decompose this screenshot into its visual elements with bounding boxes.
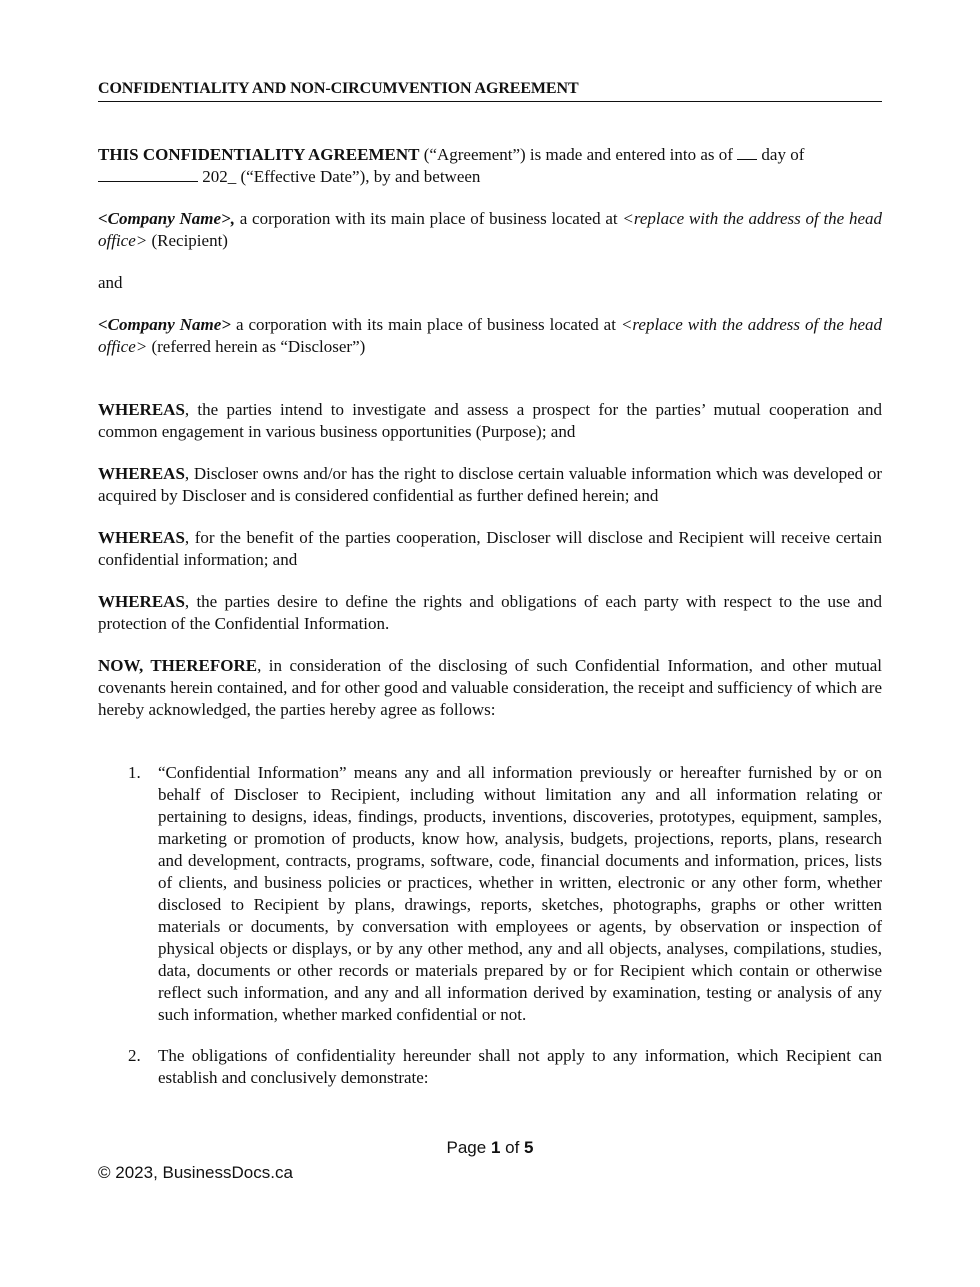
whereas-2 [98, 463, 882, 507]
now-therefore-paragraph [98, 655, 882, 721]
clause-text: The obligations of confidentiality hereunder shall not apply to any information, which Recipient can establish and conclusively demonstrate: [158, 1046, 882, 1087]
party-1-text: a corporation with its main place of business located at [234, 209, 623, 228]
page-current: 1 [490, 1138, 501, 1157]
page-prefix: Page [446, 1138, 491, 1157]
page-total: 5 [524, 1138, 534, 1157]
now-therefore-lead: NOW, THEREFORE [98, 656, 258, 675]
clause-2 [98, 1045, 882, 1089]
intro-text-2: day of [757, 145, 805, 164]
party-1-name: <Company Name>, [98, 209, 235, 228]
intro-text-3: 202_ (“Effective Date”), by and between [198, 167, 481, 186]
party-2-role: (referred herein as “Discloser”) [147, 337, 366, 356]
clause-number: 2. [128, 1046, 141, 1065]
party-1-address: <replace with the address of the head office> [98, 209, 883, 250]
whereas-text: , for the benefit of the parties cooperation, Discloser will disclose and Recipient will receive certain confidential information; and [98, 528, 882, 569]
copyright-notice: © 2023, BusinessDocs.ca [98, 1163, 293, 1182]
party-2-text: a corporation with its main place of business located at [230, 315, 621, 334]
clause-1 [98, 762, 882, 1026]
party-2-address: <replace with the address of the head office> [98, 315, 882, 356]
page-number [0, 1138, 980, 1158]
and-text: and [98, 273, 123, 292]
party-2-paragraph [98, 314, 882, 358]
party-2-name: <Company Name> [98, 315, 231, 334]
clause-list [98, 762, 882, 1089]
whereas-4 [98, 591, 882, 635]
whereas-lead: WHEREAS [98, 528, 185, 547]
whereas-1 [98, 399, 882, 443]
whereas-3 [98, 527, 882, 571]
whereas-lead: WHEREAS [98, 592, 185, 611]
day-blank[interactable] [737, 145, 757, 160]
whereas-text: , the parties desire to define the rights and obligations of each party with respect to the use and protection of the Confidential Information. [98, 592, 882, 633]
intro-text-1: (“Agreement”) is made and entered into as of [419, 145, 738, 164]
intro-paragraph [98, 144, 882, 188]
whereas-text: , the parties intend to investigate and assess a prospect for the parties’ mutual cooperation and common engagement in various business opportunities (Purpose); and [98, 400, 882, 441]
whereas-text: , Discloser owns and/or has the right to disclose certain valuable information which was developed or acquired by Discloser and is considered confidential as further defined herein; and [98, 464, 882, 505]
month-blank[interactable] [98, 167, 198, 182]
now-therefore-text: , in consideration of the disclosing of such Confidential Information, and other mutual covenants herein contained, and for other good and valuable consideration, the receipt and sufficiency of which are hereby acknowledged, the parties hereby agree as follows: [98, 656, 882, 719]
page-of: of [500, 1138, 525, 1157]
clause-number: 1. [128, 763, 141, 782]
whereas-lead: WHEREAS [98, 400, 185, 419]
party-1-role: (Recipient) [147, 231, 228, 250]
party-1-paragraph [98, 208, 882, 252]
document-title: CONFIDENTIALITY AND NON-CIRCUMVENTION AGREEMENT [98, 78, 882, 102]
whereas-lead: WHEREAS [98, 464, 185, 483]
intro-lead: THIS CONFIDENTIALITY AGREEMENT [98, 145, 420, 164]
clause-text: “Confidential Information” means any and all information previously or hereafter furnished by or on behalf of Discloser to Recipient, including without limitation any and all information relating or pertaining to designs, ideas, findings, products, inventions, discoveries, prototypes, equipment, samples, marketing or promotion of products, know how, analysis, budgets, projections, reports, plans, research and development, contracts, programs, software, code, financial documents and information, prices, lists of clients, and business policies or practices, whether in written, electronic or any other form, whether disclosed to Recipient by plans, drawings, reports, sketches, photographs, graphs or other written materials or documents, by conversation with employees or agents, by observation or inspection of physical objects or displays, or by any other method, any and all objects, analyses, compilations, studies, data, documents or other records or materials prepared by or for Recipient which contain or otherwise reflect such information, and any and all information derived by examination, testing or analysis of any such information, whether marked confidential or not. [158, 763, 882, 1024]
document-page [98, 78, 882, 1108]
